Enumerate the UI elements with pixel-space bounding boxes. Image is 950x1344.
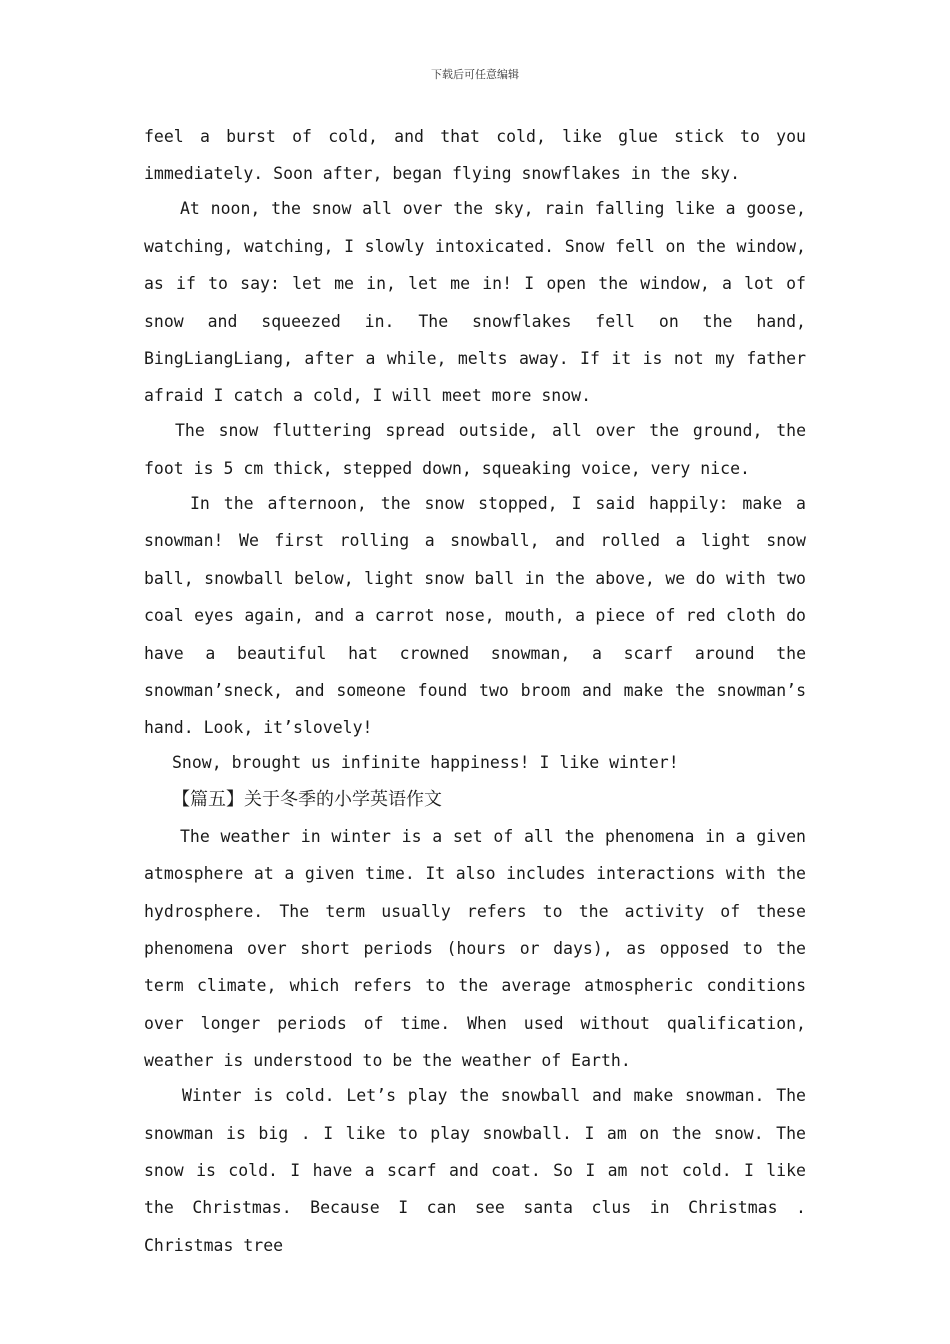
page-header: 下载后可任意编辑 xyxy=(431,68,519,81)
paragraph-3: The snow fluttering spread outside, all over the ground, the foot is 5 cm thick, stepped down, squeaking voice, very nice. xyxy=(144,421,806,478)
section-heading: 【篇五】关于冬季的小学英语作文 xyxy=(172,788,442,810)
paragraph-1: feel a burst of cold, and that cold, like glue stick to you immediately. Soon after, began flying snowflakes in the sky. xyxy=(144,127,806,184)
paragraph-7: Winter is cold. Let’s play the snowball and make snowman. The snowman is big . I like to play snowball. I am on the snow. The snow is cold. I have a scarf and coat. So I am not cold. I like the Christmas. Because I can see santa clus in Christmas . Christmas tree xyxy=(144,1086,806,1255)
paragraph-6: The weather in winter is a set of all the phenomena in a given atmosphere at a given time. It also includes interactions with the hydrosphere. The term usually refers to the activity of these phenomena over short periods (hours or days), as opposed to the term climate, which refers to the average atmospheric conditions over longer periods of time. When used without qualification, weather is understood to be the weather of Earth. xyxy=(144,826,806,1071)
paragraph-4: In the afternoon, the snow stopped, I said happily: make a snowman! We first rolling a snowball, and rolled a light snow ball, snowball below, light snow ball in the above, we do with two coal eyes again, and a carrot nose, mouth, a piece of red cloth do have a beautiful hat crowned snowman, a scarf around the snowman’sneck, and someone found two broom and make the snowman’s hand. Look, it’slovely! xyxy=(144,493,806,738)
paragraph-5: Snow, brought us infinite happiness! I like winter! xyxy=(172,753,679,773)
document-body xyxy=(144,118,806,1264)
paragraph-2: At noon, the snow all over the sky, rain falling like a goose, watching, watching, I slowly intoxicated. Snow fell on the window, as if to say: let me in, let me in! I open the window, a lot of snow and squeezed in. The snowflakes fell on the hand, BingLiangLiang, after a while, melts away. If it is not my father afraid I catch a cold, I will meet more snow. xyxy=(144,199,806,406)
